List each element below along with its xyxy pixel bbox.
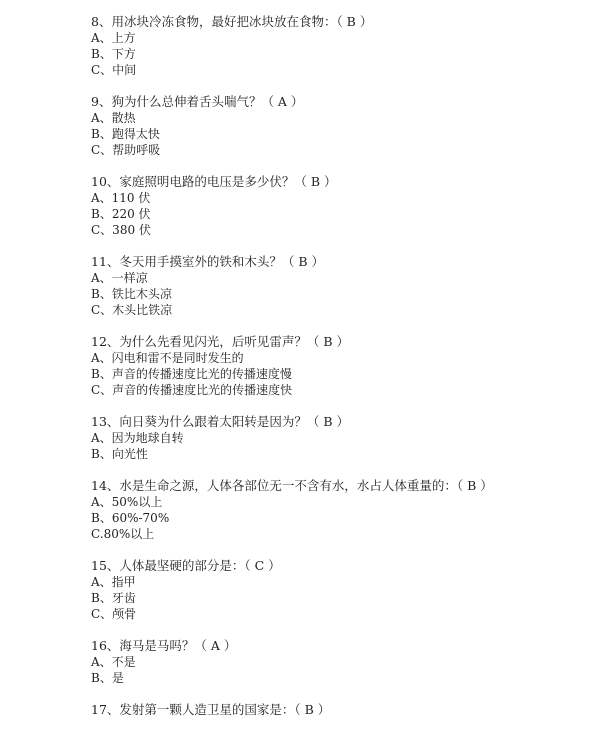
option-a: A、闪电和雷不是同时发生的 (91, 351, 244, 365)
option-a: A、因为地球自转 (91, 431, 184, 445)
option-b: B、向光性 (91, 447, 148, 461)
option-b: B、铁比木头凉 (91, 287, 172, 301)
option-a: A、110 伏 (91, 191, 151, 205)
question-8 (91, 14, 591, 78)
option-b: B、牙齿 (91, 591, 136, 605)
option-c: C.80%以上 (91, 527, 155, 541)
option-a: A、指甲 (91, 575, 136, 589)
option-c: C、帮助呼吸 (91, 143, 161, 157)
option-c: C、380 伏 (91, 223, 151, 237)
question-title: 14、水是生命之源，人体各部位无一不含有水，水占人体重量的：（ B ） (91, 478, 493, 493)
option-c: C、中间 (91, 63, 137, 77)
question-11 (91, 254, 591, 318)
option-a: A、上方 (91, 31, 136, 45)
option-c: C、声音的传播速度比光的传播速度快 (91, 383, 293, 397)
question-title: 17、发射第一颗人造卫星的国家是：（ B ） (91, 702, 331, 717)
option-a: A、不是 (91, 655, 136, 669)
question-title: 10、家庭照明电路的电压是多少伏？（ B ） (91, 174, 337, 189)
option-a: A、散热 (91, 111, 136, 125)
option-b: B、60%-70% (91, 511, 170, 525)
option-b: B、跑得太快 (91, 127, 160, 141)
option-b: B、声音的传播速度比光的传播速度慢 (91, 367, 292, 381)
option-b: B、是 (91, 671, 124, 685)
question-title: 13、向日葵为什么跟着太阳转是因为？（ B ） (91, 414, 350, 429)
question-14 (91, 478, 591, 542)
question-title: 11、冬天用手摸室外的铁和木头？（ B ） (91, 254, 325, 269)
question-title: 15、人体最坚硬的部分是：（ C ） (91, 558, 281, 573)
option-c: C、颅骨 (91, 607, 137, 621)
question-10 (91, 174, 591, 238)
question-title: 8、用冰块冷冻食物，最好把冰块放在食物：（ B ） (91, 14, 373, 29)
option-b: B、220 伏 (91, 207, 151, 221)
question-title: 16、海马是马吗？（ A ） (91, 638, 237, 653)
option-b: B、下方 (91, 47, 136, 61)
option-a: A、50%以上 (91, 495, 163, 509)
question-title: 12、为什么先看见闪光，后听见雷声？（ B ） (91, 334, 350, 349)
question-12 (91, 334, 591, 398)
question-9 (91, 94, 591, 158)
option-a: A、一样凉 (91, 271, 148, 285)
question-13 (91, 414, 591, 462)
question-title: 9、狗为什么总伸着舌头喘气？（ A ） (91, 94, 304, 109)
option-c: C、木头比铁凉 (91, 303, 173, 317)
question-17 (91, 702, 591, 718)
question-15 (91, 558, 591, 622)
question-16 (91, 638, 591, 686)
